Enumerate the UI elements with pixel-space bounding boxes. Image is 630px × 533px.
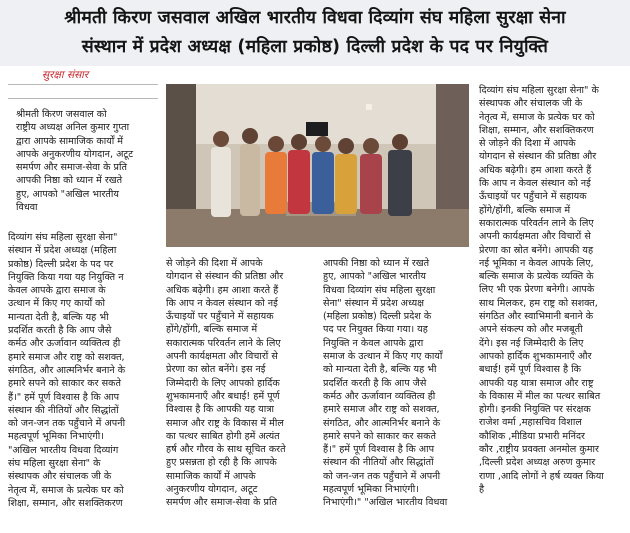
text-line: कौशिक ,मीडिया प्रभारी मनिंदर <box>479 430 585 442</box>
text-line: हमारे सपने को साकार कर सकते <box>8 378 121 390</box>
column-rule <box>8 98 158 99</box>
text-line: संस्थापक और संचालक जी के <box>479 98 583 110</box>
text-line: दिव्यांग संघ महिला सुरक्षा सेना" <box>8 232 118 243</box>
text-line: आपको हार्दिक शुभकामनाएँ और <box>479 350 592 362</box>
headline-line-1: श्रीमती किरण जसवाल अखिल भारतीय विधवा दिव्यांग संघ महिला सुरक्षा सेना <box>64 8 566 28</box>
text-line: संस्थान की नीतियों और सिद्धांतों <box>323 457 434 469</box>
text-line: से जोड़ने की दिशा में आपके <box>166 258 263 269</box>
text-line: "अखिल भारतीय विधवा दिव्यांग <box>8 444 119 456</box>
byline-rule <box>8 84 158 85</box>
text-line: आपके अनुकरणीय योगदान, अटूट <box>16 148 134 160</box>
column-left-bottom <box>8 231 160 510</box>
text-line: श्रीमती किरण जसवाल को <box>16 109 107 120</box>
text-line: केवल आपके द्वारा समाज के <box>8 285 106 297</box>
text-line: प्रेरणा का स्रोत बनेंगे। इस नई <box>166 364 266 376</box>
text-line: लिए भी एक प्रेरणा बनेगी। आपके <box>479 284 595 296</box>
text-line: निभाएंगी।" "अखिल भारतीय विधवा <box>323 497 448 509</box>
text-line: हुए, आपको "अखिल भारतीय <box>323 271 426 283</box>
text-line: अपनी कार्यक्षमता और विचारों से <box>166 351 278 363</box>
text-line: अपने संकल्प को और मजबूती <box>479 324 583 336</box>
text-line: संगठित, और आत्मनिर्भर बनाने के <box>323 417 441 429</box>
text-line: हुए, आपको "अखिल भारतीय <box>16 188 119 200</box>
byline: सुरक्षा संसार <box>42 69 89 81</box>
text-line: सामाजिक कार्यों में आपके <box>166 470 256 482</box>
text-line: संगठित और स्वाभिमानी बनाने के <box>479 311 594 323</box>
text-line: का पत्थर साबित होगी हमें अत्यंत <box>166 430 280 442</box>
text-line: शिक्षा, सम्मान, और सशक्तिकरण <box>8 497 123 509</box>
text-line: अनुकरणीय योगदान, अटूट <box>166 484 258 496</box>
text-line: हुए प्रसन्नता हो रही है कि आपके <box>166 457 277 469</box>
text-line: हर्ष और गौरव के साथ सूचित करते <box>166 444 286 456</box>
text-line: के विकास में मील का पत्थर साबित <box>479 390 601 402</box>
column-left-top <box>16 108 161 214</box>
text-line: समाज के उत्थान में किए गए कार्यों <box>323 351 443 363</box>
text-line: कौर ,राष्ट्रीय प्रवक्ता अनमोल कुमार <box>479 444 599 456</box>
text-line: अधिक बढ़ेगी। हम आशा करते हैं <box>479 164 592 176</box>
text-line: प्रेरणा का स्रोत बनेंगे। आपकी यह <box>479 244 594 256</box>
text-line: सकारात्मक परिवर्तन लाने के लिए <box>166 337 281 349</box>
text-line: राजेश वर्मा ,महासचिव विशाल <box>479 417 582 429</box>
text-line: प्रदर्शित करती है कि आप जैसे <box>323 377 427 389</box>
text-line: शुभकामनाएँ और बधाई! हमें पूर्ण <box>166 390 280 402</box>
text-line: को जन-जन तक पहुँचाने में अपनी <box>8 418 126 430</box>
text-line: राष्ट्रीय अध्यक्ष अनिल कुमार गुप्ता <box>16 122 130 134</box>
text-line: कि आप न केवल संस्थान को नई <box>479 178 591 190</box>
text-line: कि आप न केवल संस्थान को नई <box>166 297 278 309</box>
text-line: योगदान से संस्थान की प्रतिष्ठा और <box>166 271 284 283</box>
text-line: समर्पण और समाज-सेवा के प्रति <box>166 497 277 509</box>
text-line: नेतृत्व में, समाज के प्रत्येक घर को <box>8 484 124 496</box>
text-line: ऊँचाइयों पर पहुँचाने में सहायक <box>479 191 587 203</box>
group-photo <box>166 84 469 247</box>
text-line: मान्यता देती है, बल्कि यह भी <box>8 311 109 323</box>
text-line: कर्मठ और ऊर्जावान व्यक्तित्व ही <box>8 338 121 350</box>
column-middle <box>166 257 318 510</box>
text-line: नियुक्ति किया गया यह नियुक्ति न <box>8 271 124 283</box>
text-line: हमारे समाज और राष्ट्र को सशक्त, <box>323 404 440 416</box>
text-line: योगदान से संस्थान की प्रतिष्ठा और <box>479 151 597 163</box>
text-line: होंगे/होंगी, बल्कि समाज में <box>479 204 571 216</box>
text-line: बधाई! हमें पूर्ण विश्वास है कि <box>479 364 582 376</box>
text-line: पद पर नियुक्त किया गया। यह <box>323 324 428 336</box>
text-line: ऊँचाइयों पर पहुँचाने में सहायक <box>166 311 274 323</box>
headline-line-2: संस्थान में प्रदेश अध्यक्ष (महिला प्रकोष्ठ) दिल्ली प्रदेश के पद पर नियुक्ति <box>81 37 549 57</box>
text-line: समर्पण और समाज-सेवा के प्रति <box>16 162 127 174</box>
text-line: ,दिल्ली प्रदेश अध्यक्ष अरुण कुमार <box>479 457 596 469</box>
text-line: हमारे समाज और राष्ट्र को सशक्त, <box>8 351 125 363</box>
text-line: बल्कि समाज के प्रत्येक व्यक्ति के <box>479 271 594 283</box>
text-line: दिव्यांग संघ महिला सुरक्षा सेना" के <box>479 85 599 96</box>
text-line: शिक्षा, सम्मान, और सशक्तिकरण <box>479 124 594 136</box>
text-line: आपकी निष्ठा को ध्यान में रखते <box>16 175 123 187</box>
text-line: होगी। इनकी नियुक्ति पर संरक्षक <box>479 404 591 416</box>
text-line: देंगे। इस नई जिम्मेदारी के लिए <box>479 337 584 349</box>
text-line: नई भूमिका न केवल आपके लिए, <box>479 257 594 269</box>
text-line: नेतृत्व में, समाज के प्रत्येक घर को <box>479 111 595 123</box>
text-line: अधिक बढ़ेगी। हम आशा करते हैं <box>166 284 279 296</box>
text-line: द्वारा आपके सामाजिक कार्यों में <box>16 135 124 147</box>
text-line: हैं।" हमें पूर्ण विश्वास है कि आप <box>323 444 435 456</box>
text-line: को मान्यता देती है, बल्कि यह भी <box>323 364 437 376</box>
column-right <box>479 84 625 496</box>
text-line: प्रदर्शित करती है कि आप जैसे <box>8 325 112 337</box>
text-line: अपनी कार्यक्षमता और विचारों से <box>479 231 591 243</box>
text-line: कर्मठ और ऊर्जावान व्यक्तित्व ही <box>323 390 436 402</box>
text-line: हैं।" हमें पूर्ण विश्वास है कि आप <box>8 391 120 403</box>
text-line: संस्थान की नीतियों और सिद्धांतों <box>8 404 119 416</box>
text-line: विश्वास है कि आपकी यह यात्रा <box>166 404 274 416</box>
text-line: है <box>479 483 485 495</box>
text-line: को जन-जन तक पहुँचाने में अपनी <box>323 470 441 482</box>
text-line: नियुक्ति न केवल आपके द्वारा <box>323 337 424 349</box>
text-line: हमारे सपने को साकार कर सकते <box>323 430 436 442</box>
text-line: साथ मिलकर, हम राष्ट्र को सशक्त, <box>479 297 598 309</box>
text-line: होंगे/होंगी, बल्कि समाज में <box>166 324 258 336</box>
text-line: (महिला प्रकोष्ठ) दिल्ली प्रदेश के <box>323 311 432 323</box>
text-line: राणा ,आदि लोगों ने हर्ष व्यक्त किया <box>479 470 604 482</box>
text-line: संस्थान में प्रदेश अध्यक्ष (महिला <box>8 245 117 257</box>
text-line: महत्वपूर्ण भूमिका निभाएंगी। <box>323 484 419 496</box>
text-line: आपकी यह यात्रा समाज और राष्ट्र <box>479 377 594 389</box>
headline-band <box>0 0 630 66</box>
text-line: संघ महिला सुरक्षा सेना" के <box>8 458 101 470</box>
text-line: से जोड़ने की दिशा में आपके <box>479 138 576 150</box>
text-line: सकारात्मक परिवर्तन लाने के लिए <box>479 217 594 229</box>
text-line: विधवा <box>16 202 38 214</box>
text-line: उत्थान में किए गए कार्यों को <box>8 298 105 310</box>
text-line: विधवा दिव्यांग संघ महिला सुरक्षा <box>323 284 436 296</box>
text-line: संस्थापक और संचालक जी के <box>8 471 112 483</box>
column-center-right <box>323 257 473 510</box>
text-line: आपकी निष्ठा को ध्यान में रखते <box>323 258 430 269</box>
text-line: समाज और राष्ट्र के विकास में मील <box>166 417 284 429</box>
text-line: महत्वपूर्ण भूमिका निभाएंगी। <box>8 431 104 443</box>
group-photo-image <box>166 84 469 247</box>
text-line: प्रकोष्ठ) दिल्ली प्रदेश के पद पर <box>8 258 114 270</box>
text-line: सेना" संस्थान में प्रदेश अध्यक्ष <box>323 297 425 309</box>
text-line: जिम्मेदारी के लिए आपको हार्दिक <box>166 377 280 389</box>
text-line: संगठित, और आत्मनिर्भर बनाने के <box>8 364 126 376</box>
